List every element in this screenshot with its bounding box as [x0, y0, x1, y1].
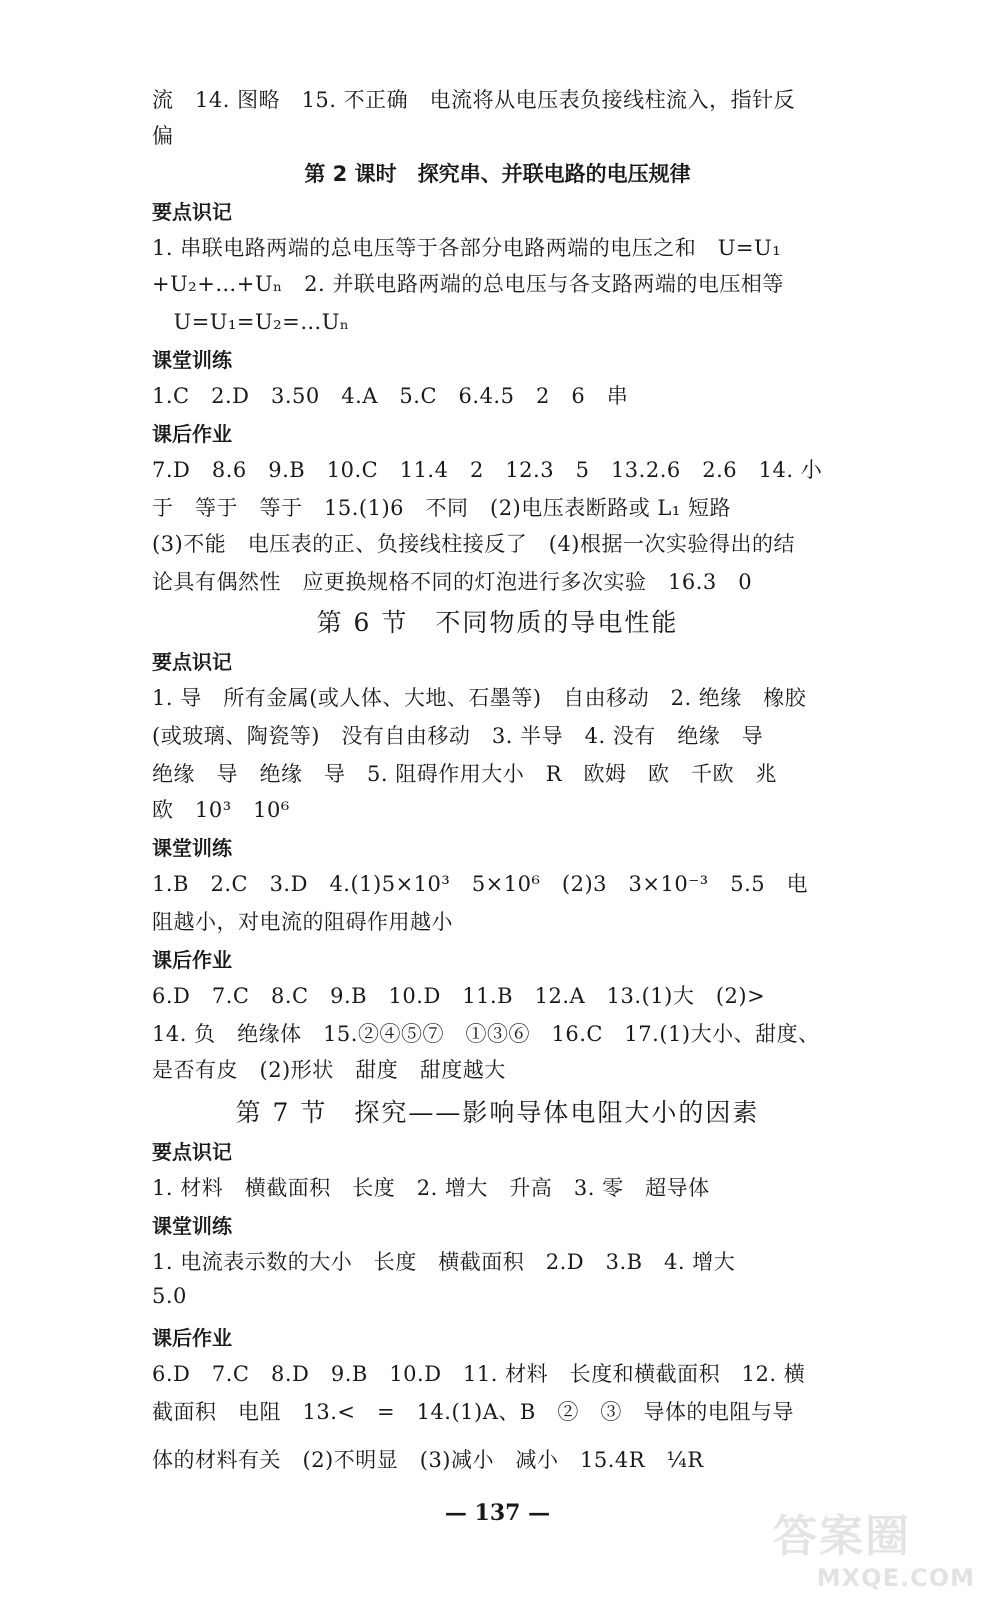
text-line: 5.0 — [152, 1284, 187, 1308]
text-line: 1. 串联电路两端的总电压等于各部分电路两端的电压之和 U=U₁ — [152, 236, 782, 260]
text-line: (3)不能 电压表的正、负接线柱接反了 (4)根据一次实验得出的结 — [152, 532, 795, 556]
text-line: 截面积 电阻 13.< = 14.(1)A、B ② ③ 导体的电阻与导 — [152, 1400, 794, 1424]
watermark-logo — [773, 1500, 983, 1590]
watermark-title: 答案圈 — [773, 1511, 911, 1562]
text-line: 6.D 7.C 8.C 9.B 10.D 11.B 12.A 13.(1)大 (2)> — [152, 984, 766, 1008]
text-line: 7.D 8.6 9.B 10.C 11.4 2 12.3 5 13.2.6 2.6 14. 小 — [152, 458, 823, 482]
text-line: 1. 导 所有金属(或人体、大地、石墨等) 自由移动 2. 绝缘 橡胶 — [152, 686, 807, 710]
text-line: 于 等于 等于 15.(1)6 不同 (2)电压表断路或 L₁ 短路 — [152, 496, 731, 520]
text-line: 1. 材料 横截面积 长度 2. 增大 升高 3. 零 超导体 — [152, 1176, 710, 1200]
text-line: 阻越小，对电流的阻碍作用越小 — [152, 910, 453, 934]
text-line: 6.D 7.C 8.D 9.B 10.D 11. 材料 长度和横截面积 12. 横 — [152, 1362, 806, 1386]
section-label: 课堂训练 — [152, 348, 232, 372]
lesson-heading: 第 2 课时 探究串、并联电路的电压规律 — [304, 162, 691, 186]
text-line: 体的材料有关 (2)不明显 (3)减小 减小 15.4R ¼R — [152, 1448, 704, 1472]
section-label: 要点识记 — [152, 650, 232, 674]
text-line: 欧 10³ 10⁶ — [152, 798, 290, 822]
text-line: 1.B 2.C 3.D 4.(1)5×10³ 5×10⁶ (2)3 3×10⁻³ 5.5 电 — [152, 872, 809, 896]
text-line: +U₂+…+Uₙ 2. 并联电路两端的总电压与各支路两端的电压相等 — [152, 272, 784, 296]
section-label: 课后作业 — [152, 948, 232, 972]
watermark-url: MXQE.COM — [816, 1564, 975, 1592]
page-number: — 137 — — [444, 1500, 551, 1526]
section-label: 要点识记 — [152, 1140, 232, 1164]
section-heading: 第 7 节 探究——影响导体电阻大小的因素 — [235, 1098, 760, 1127]
text-line: 14. 负 绝缘体 15.②④⑤⑦ ①③⑥ 16.C 17.(1)大小、甜度、 — [152, 1022, 820, 1046]
text-line: (或玻璃、陶瓷等) 没有自由移动 3. 半导 4. 没有 绝缘 导 — [152, 724, 764, 748]
text-line: 绝缘 导 绝缘 导 5. 阻碍作用大小 R 欧姆 欧 千欧 兆 — [152, 762, 778, 786]
section-label: 课堂训练 — [152, 1214, 232, 1238]
text-line: 偏 — [152, 124, 174, 148]
section-label: 课后作业 — [152, 1326, 232, 1350]
text-line: U=U₁=U₂=…Uₙ — [152, 310, 350, 334]
text-line: 流 14. 图略 15. 不正确 电流将从电压表负接线柱流入，指针反 — [152, 88, 796, 112]
text-line: 1.C 2.D 3.50 4.A 5.C 6.4.5 2 6 串 — [152, 384, 629, 408]
section-heading: 第 6 节 不同物质的导电性能 — [316, 608, 679, 637]
text-line: 是否有皮 (2)形状 甜度 甜度越大 — [152, 1058, 506, 1082]
section-label: 课后作业 — [152, 422, 232, 446]
section-label: 要点识记 — [152, 200, 232, 224]
section-label: 课堂训练 — [152, 836, 232, 860]
text-line: 论具有偶然性 应更换规格不同的灯泡进行多次实验 16.3 0 — [152, 570, 753, 594]
text-line: 1. 电流表示数的大小 长度 横截面积 2.D 3.B 4. 增大 — [152, 1250, 736, 1274]
